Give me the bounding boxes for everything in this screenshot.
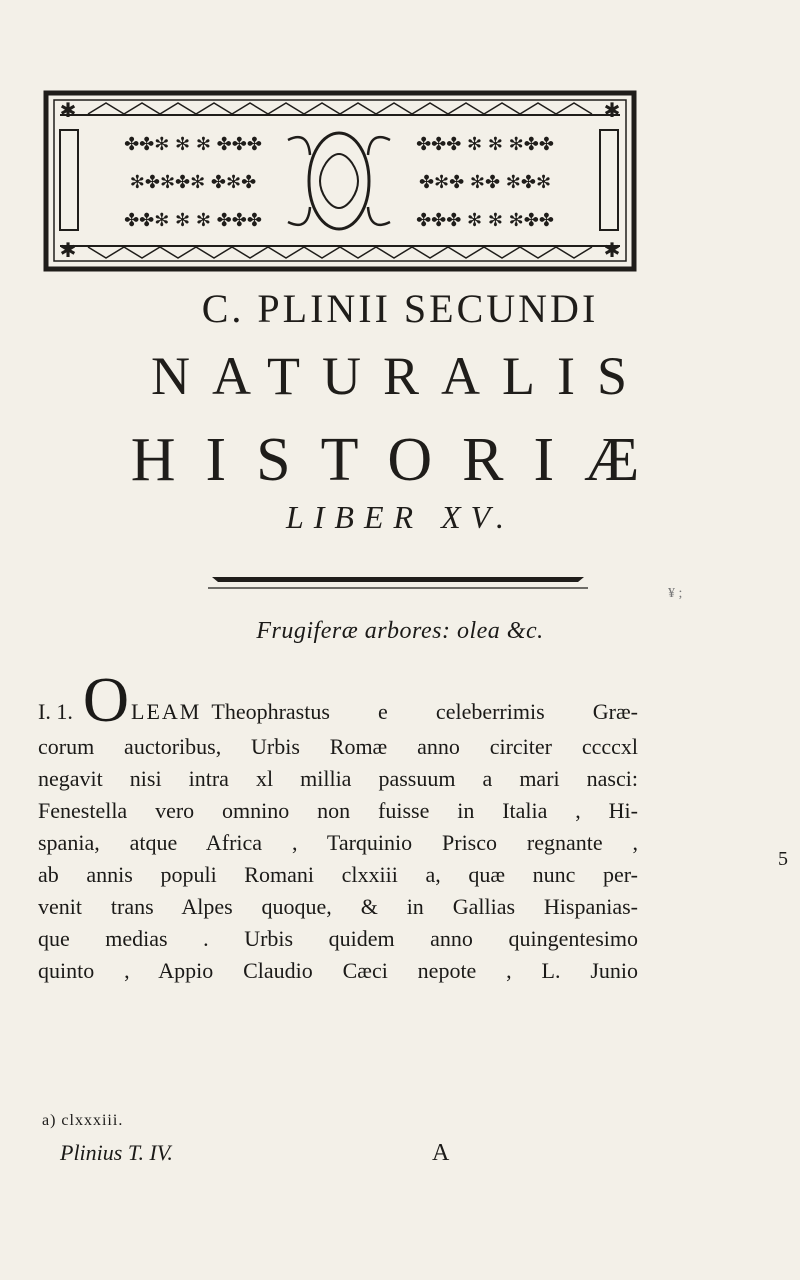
title-book-number: LIBER XV. — [285, 499, 515, 535]
running-signature: Plinius T. IV. — [60, 1140, 173, 1165]
svg-text:✻✤✻✤✻ ✤✻✤: ✻✤✻✤✻ ✤✻✤ — [129, 172, 257, 193]
title-historiae: HISTORIÆ — [130, 426, 670, 494]
text-line: spania, atque Africa , Tarquinio Prisco regnante , — [38, 830, 638, 855]
svg-text:✱: ✱ — [603, 98, 621, 122]
title-naturalis: NATURALIS — [150, 346, 649, 406]
chapter-summary: Frugiferæ arbores: olea &c. — [256, 618, 544, 644]
gathering-mark: A — [432, 1140, 450, 1166]
text-line: ab annis populi Romani clxxiii a, quæ nunc per- — [38, 862, 638, 887]
svg-text:✱: ✱ — [59, 238, 77, 262]
svg-text:✱: ✱ — [59, 98, 77, 122]
text-line: venit trans Alpes quoque, & in Gallias Hispanias- — [38, 894, 638, 919]
first-line-text: Theophrastus e celeberrimis Græ- — [211, 699, 638, 724]
svg-text:✱: ✱ — [603, 238, 621, 262]
svg-text:✤✤✤ ✻ ✻ ✻✤✤: ✤✤✤ ✻ ✻ ✻✤✤ — [416, 134, 554, 155]
section-divider — [208, 573, 588, 593]
text-line: quinto , Appio Claudio Cæci nepote , L. Junio — [38, 958, 638, 983]
margin-marks: ¥ ; — [668, 586, 683, 601]
text-line: que medias . Urbis quidem anno quingentesimo — [38, 926, 638, 951]
margin-line-number: 5 — [778, 848, 788, 870]
svg-text:✤✤✻ ✻ ✻ ✤✤✤: ✤✤✻ ✻ ✻ ✤✤✤ — [124, 210, 262, 231]
text-line: Fenestella vero omnino non fuisse in Italia , Hi- — [38, 798, 638, 823]
first-word-small-caps: LEAM — [131, 699, 202, 724]
svg-text:✤✻✤ ✻✤ ✻✤✻: ✤✻✤ ✻✤ ✻✤✻ — [418, 172, 552, 193]
ornamental-headpiece-icon — [38, 85, 640, 277]
svg-text:✤✤✤ ✻ ✻ ✻✤✤: ✤✤✤ ✻ ✻ ✻✤✤ — [416, 210, 554, 231]
text-line: negavit nisi intra xl millia passuum a mari nasci: — [38, 766, 638, 791]
svg-text:✤✤✻ ✻ ✻ ✤✤✤: ✤✤✻ ✻ ✻ ✤✤✤ — [124, 134, 262, 155]
footnote: a) clxxxiii. — [42, 1112, 124, 1129]
main-text-block — [38, 664, 638, 987]
drop-initial: O — [82, 664, 130, 735]
chapter-number: I. 1. — [38, 699, 73, 724]
title-author: C. PLINII SECUNDI — [201, 286, 599, 331]
text-line: corum auctoribus, Urbis Romæ anno circiter ccccxl — [38, 734, 638, 759]
first-text-line — [38, 664, 638, 735]
